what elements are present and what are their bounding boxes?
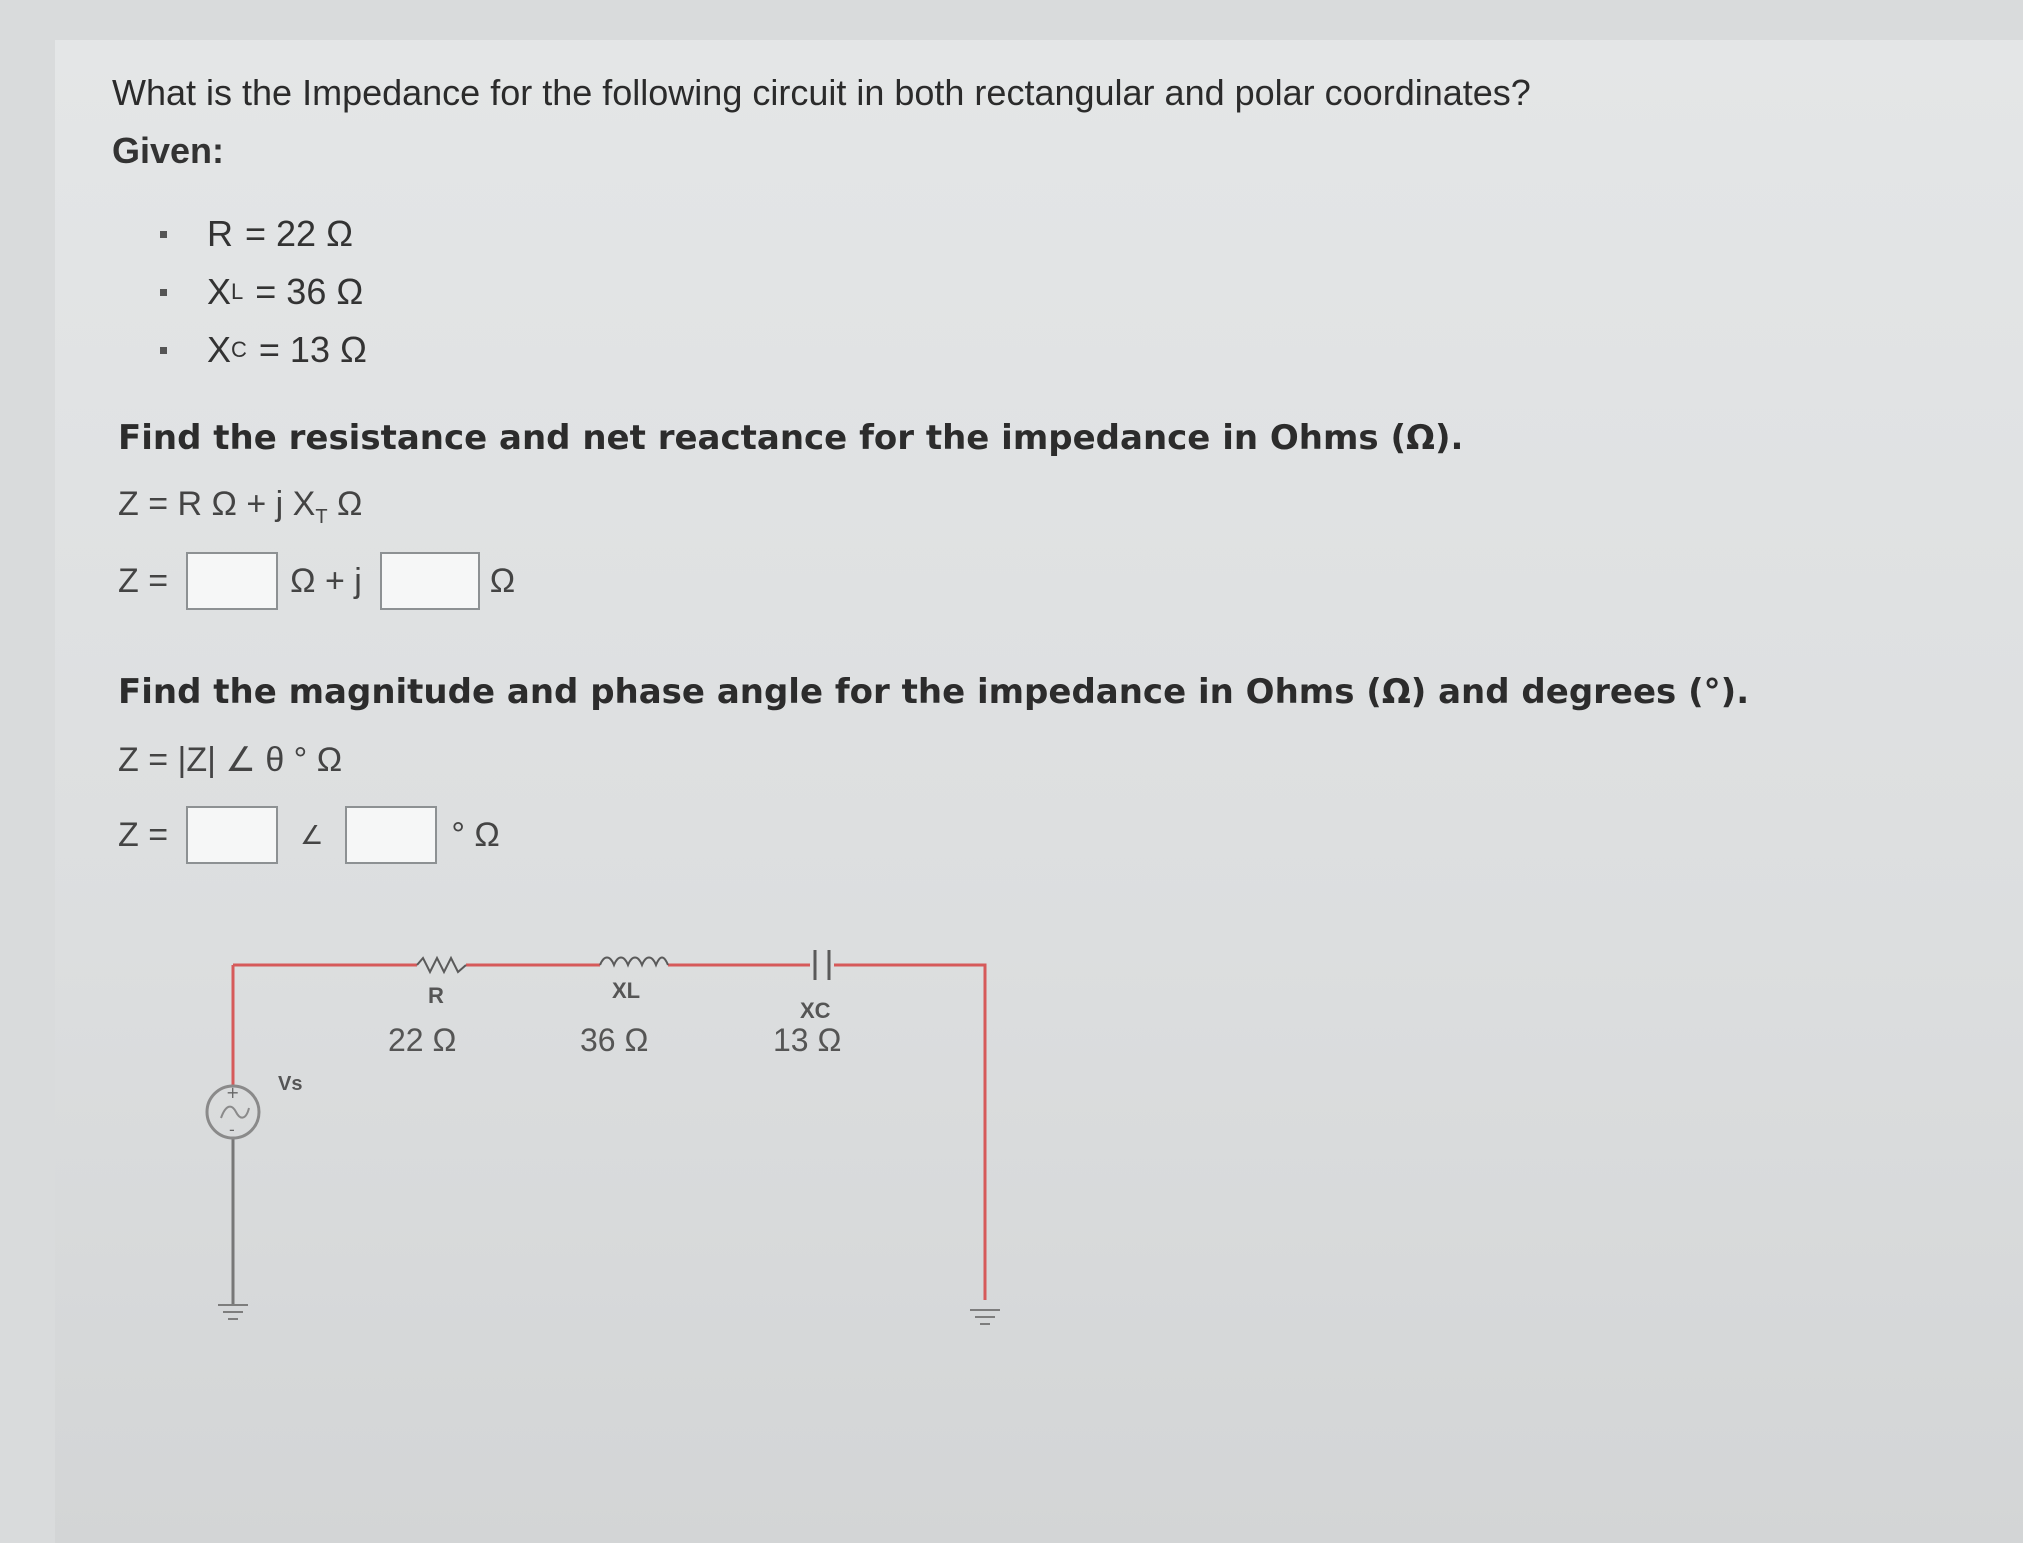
question-title: What is the Impedance for the following circuit in both rectangular and polar coordinates? [112, 72, 1531, 113]
top-wire [233, 965, 985, 1300]
polar-formula: Z = |Z| ∠ θ ° Ω [118, 741, 343, 779]
given-symbol: X [207, 271, 232, 312]
given-value: = 36 Ω [255, 271, 364, 312]
unit-label: Ω [489, 561, 516, 600]
given-subscript: C [231, 337, 247, 362]
capacitor-value: 13 Ω [773, 1022, 842, 1058]
capacitor-name: XC [800, 998, 831, 1023]
resistor-value: 22 Ω [388, 1022, 457, 1058]
svg-text:+: + [226, 1083, 240, 1102]
inductor-symbol [600, 958, 668, 966]
inductor-value: 36 Ω [580, 1022, 649, 1058]
formula-part-a: Z = R Ω + j X [118, 485, 316, 523]
given-symbol: R [207, 213, 233, 254]
answer-prefix: Z = [118, 815, 169, 854]
given-symbol: X [207, 329, 232, 370]
given-value: = 22 Ω [245, 213, 353, 254]
polar-heading: Find the magnitude and phase angle for the impedance in Ohms (Ω) and degrees (°). [118, 672, 1750, 712]
given-value: = 13 Ω [258, 329, 367, 370]
rectangular-heading: Find the resistance and net reactance for the impedance in Ohms (Ω). [118, 418, 1464, 458]
voltage-source-icon [207, 1083, 259, 1139]
answer-prefix: Z = [118, 561, 169, 600]
inductor-name: XL [612, 978, 641, 1003]
formula-part-b: Ω [327, 485, 363, 523]
resistor-symbol [417, 958, 466, 972]
formula-subscript: T [315, 505, 328, 528]
given-subscript: L [231, 279, 244, 304]
resistor-name: R [428, 983, 444, 1008]
source-label: Vs [278, 1073, 303, 1095]
ground-icon-right [970, 1310, 1000, 1324]
ground-icon-left [218, 1305, 248, 1319]
svg-text:-: - [229, 1120, 235, 1139]
given-label: Given: [112, 130, 225, 171]
unit-label: ° Ω [451, 815, 500, 854]
capacitor-symbol [815, 950, 829, 980]
unit-label: Ω + j [290, 561, 362, 600]
angle-symbol: ∠ [300, 819, 324, 850]
